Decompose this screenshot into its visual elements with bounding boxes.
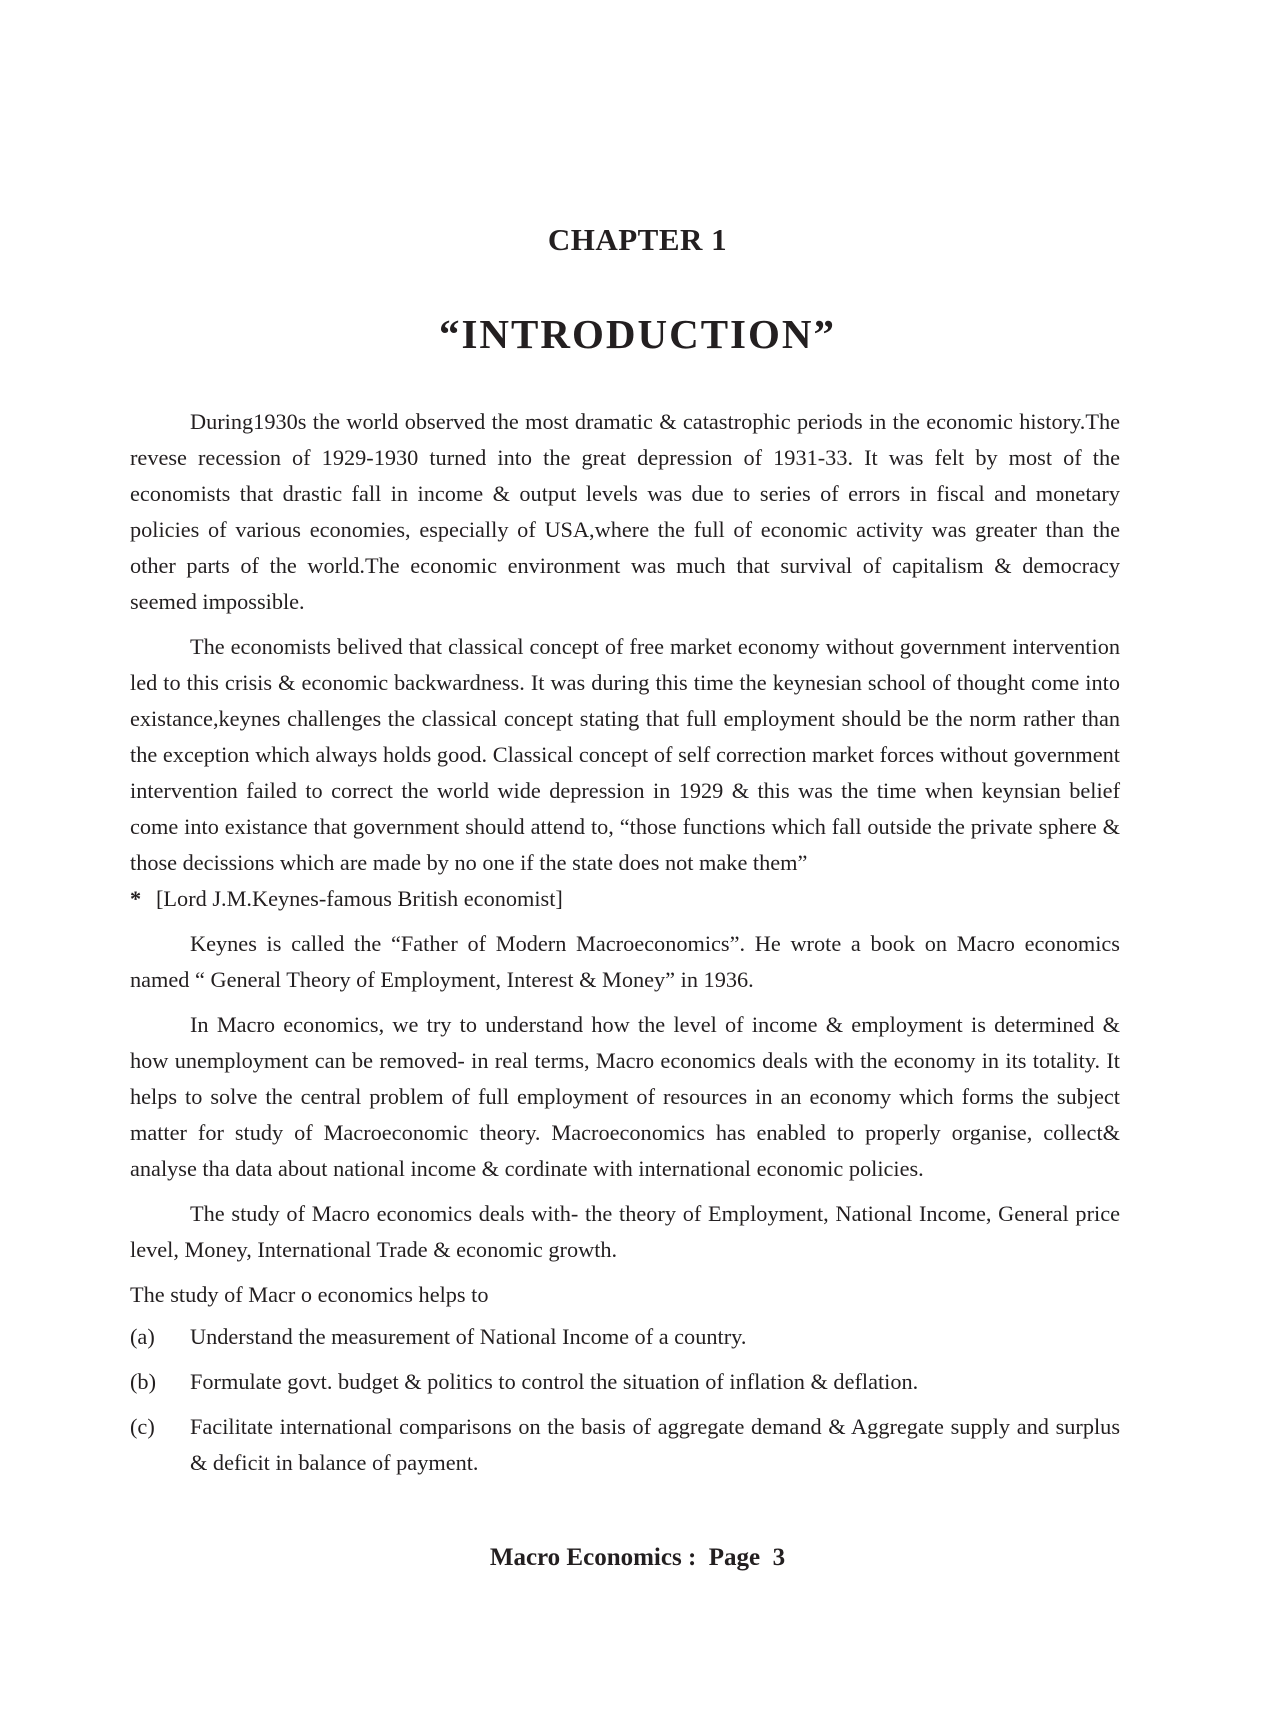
list-item-text: Formulate govt. budget & politics to control the situation of inflation & deflation. [190,1369,919,1394]
paragraph-2 [130,629,1120,917]
page-number: 3 [772,1544,786,1571]
attribution-text: [Lord J.M.Keynes-famous British economist] [156,886,563,911]
footnote-star: * [130,886,142,911]
quote-attribution [130,881,1120,917]
list-item-text: Understand the measurement of National Income of a country. [190,1324,747,1349]
list-marker: (b) [130,1369,156,1394]
chapter-title: “INTRODUCTION” [438,311,837,357]
list-marker: (a) [130,1324,155,1349]
footer-book-title: Macro Economics : [489,1544,697,1571]
list-item-text: Facilitate international comparisons on the basis of aggregate demand & Aggregate supply and surplus & deficit in balance of payment. [190,1414,1120,1475]
footer-page-label: Page [708,1544,761,1571]
list-item [130,1319,1120,1355]
paragraph-5: The study of Macro economics deals with- the theory of Employment, National Income, General price level, Money, International Trade & economic growth. [130,1201,1120,1262]
chapter-label: CHAPTER 1 [547,222,728,257]
list-item [130,1409,1120,1481]
list-item [130,1364,1120,1400]
helps-list [130,1319,1120,1481]
page-footer [0,1544,1275,1572]
paragraph-4: In Macro economics, we try to understand how the level of income & employment is determined & how unemployment can be removed- in real terms, Macro economics deals with the economy in its totality. It helps to solve the central problem of full employment of resources in an economy which forms the subject matter for study of Macroeconomic theory. Macroeconomics has enabled to properly organise, collect& analyse tha data about national income & cordinate with international economic policies. [130,1012,1120,1181]
paragraph-2-text: The economists belived that classical concept of free market economy without government intervention led to this crisis & economic backwardness. It was during this time the keynesian school of thought come into existance,keynes challenges the classical concept stating that full employment should be the norm rather than the exception which always holds good. Classical concept of self correction market forces without government intervention failed to correct the world wide depression in 1929 & this was the time when keynsian belief come into existance that government should attend to, “those functions which fall outside the private sphere & those decissions which are made by no one if the state does not make them” [130,634,1120,875]
list-marker: (c) [130,1414,155,1439]
body-text [130,404,1120,1490]
list-intro: The study of Macr o economics helps to [130,1282,489,1307]
paragraph-1: During1930s the world observed the most dramatic & catastrophic periods in the economic history.The revese recession of 1929-1930 turned into the great depression of 1931-33. It was felt by most of the economists that drastic fall in income & output levels was due to series of errors in fiscal and monetary policies of various economies, especially of USA,where the full of economic activity was greater than the other parts of the world.The economic environment was much that survival of capitalism & democracy seemed impossible. [130,409,1120,614]
paragraph-3: Keynes is called the “Father of Modern Macroeconomics”. He wrote a book on Macro economics named “ General Theory of Employment, Interest & Money” in 1936. [130,931,1120,992]
